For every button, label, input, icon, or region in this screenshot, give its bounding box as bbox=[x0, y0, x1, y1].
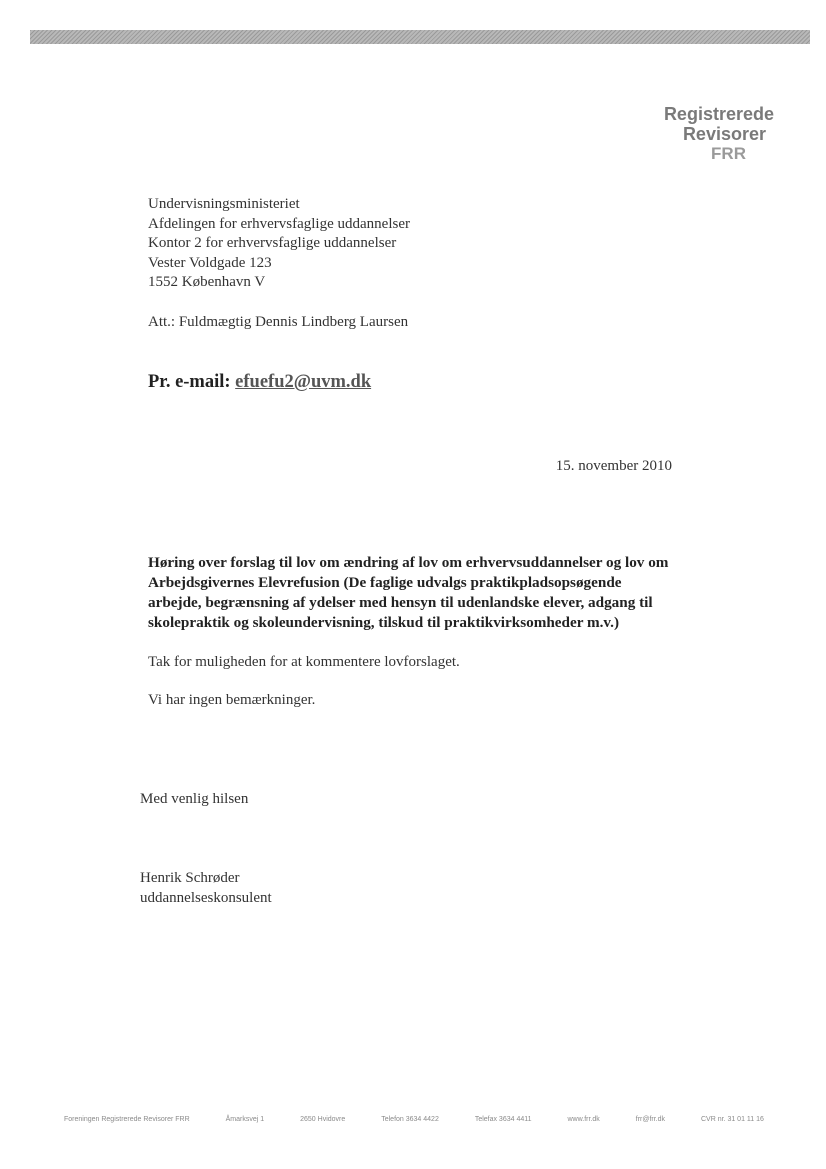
recipient-line: Afdelingen for erhvervsfaglige uddannelser bbox=[148, 215, 410, 232]
email-label: Pr. e-mail: bbox=[148, 372, 236, 392]
recipient-line: Undervisningsministeriet bbox=[148, 196, 300, 212]
closing: Med venlig hilsen bbox=[140, 791, 249, 807]
signature-block bbox=[140, 868, 272, 908]
footer-phone: Telefon 3634 4422 bbox=[381, 1116, 439, 1123]
subject-heading: Høring over forslag til lov om ændring af lov om erhvervsuddannelser og lov om Arbejdsgivernes Elevrefusion (De faglige udvalgs praktikpladsopsøgende arbejde, begrænsning af ydelser med hensyn til udenlandske elever, adgang til skolepraktik og skoleundervisning, tilskud til praktikvirksomheder m.v.) bbox=[148, 554, 669, 631]
footer-email[interactable]: frr@frr.dk bbox=[635, 1116, 666, 1123]
footer-org: Foreningen Registrerede Revisorer FRR bbox=[64, 1116, 190, 1123]
email-link[interactable]: efuefu2@uvm.dk bbox=[235, 372, 372, 392]
recipient-address bbox=[148, 195, 410, 293]
attention-line: Att.: Fuldmægtig Dennis Lindberg Laursen bbox=[148, 314, 409, 330]
body-paragraph-1: Tak for muligheden for at kommentere lovforslaget. bbox=[148, 654, 460, 670]
signer-title: uddannelseskonsulent bbox=[140, 890, 272, 906]
recipient-line: Vester Voldgade 123 bbox=[148, 254, 272, 271]
footer-street: Åmarksvej 1 bbox=[225, 1116, 265, 1123]
logo-line-1: Registrerede bbox=[663, 104, 774, 124]
logo-line-2: Revisorer bbox=[682, 124, 766, 144]
footer-cvr: CVR nr. 31 01 11 16 bbox=[701, 1116, 764, 1123]
footer bbox=[64, 1116, 764, 1123]
footer-fax: Telefax 3634 4411 bbox=[474, 1116, 532, 1123]
logo-line-3: FRR bbox=[711, 144, 746, 163]
footer-web[interactable]: www.frr.dk bbox=[567, 1116, 600, 1123]
body-paragraph-2: Vi har ingen bemærkninger. bbox=[148, 692, 316, 708]
footer-city: 2650 Hvidovre bbox=[300, 1116, 346, 1123]
frr-logo bbox=[594, 104, 774, 164]
header-bar bbox=[30, 30, 810, 44]
recipient-line: 1552 København V bbox=[148, 274, 266, 291]
signer-name: Henrik Schrøder bbox=[140, 870, 240, 886]
recipient-line: Kontor 2 for erhvervsfaglige uddannelser bbox=[148, 235, 397, 252]
letter-date: 15. november 2010 bbox=[555, 458, 672, 474]
email-line bbox=[148, 372, 371, 393]
